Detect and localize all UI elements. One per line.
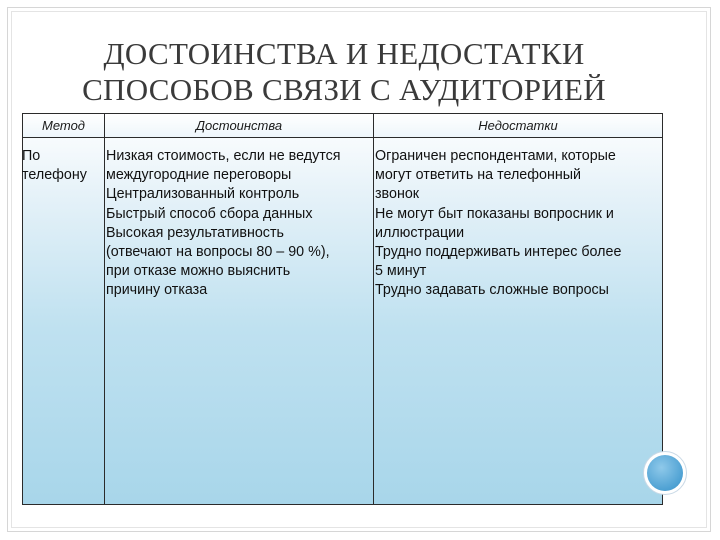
column-divider-1: [104, 114, 105, 504]
disadvantages-line: Трудно поддерживать интерес более: [375, 244, 622, 261]
comparison-table: [22, 113, 663, 505]
table-header-row: [23, 114, 662, 138]
advantages-line: Централизованный контроль: [106, 186, 300, 203]
column-divider-2: [373, 114, 374, 504]
advantages-line: при отказе можно выяснить: [106, 263, 291, 280]
slide-title-line-2: СПОСОБОВ СВЯЗИ С АУДИТОРИЕЙ: [82, 72, 606, 107]
header-method: Метод: [41, 118, 85, 133]
disadvantages-line: могут ответить на телефонный: [375, 167, 582, 184]
advantages-line: междугородние переговоры: [106, 167, 292, 184]
disadvantages-line: Не могут быт показаны вопросник и: [375, 205, 614, 222]
decorative-circle-icon: [643, 451, 687, 495]
advantages-line: (отвечают на вопросы 80 – 90 %),: [106, 244, 330, 261]
header-disadvantages: Недостатки: [478, 118, 558, 133]
advantages-cell: [106, 147, 368, 301]
slide-title: [20, 36, 668, 108]
method-cell: [22, 147, 104, 185]
disadvantages-line: Ограничен респондентами, которые: [375, 148, 616, 164]
advantages-line: Высокая результативность: [106, 224, 284, 241]
decorative-circle-fill: [647, 455, 683, 491]
disadvantages-cell: [375, 147, 661, 301]
disadvantages-line: 5 минут: [375, 263, 427, 280]
method-line: телефону: [22, 167, 87, 184]
disadvantages-line: Трудно задавать сложные вопросы: [375, 282, 609, 299]
slide-title-line-1: ДОСТОИНСТВА И НЕДОСТАТКИ: [103, 36, 585, 71]
header-advantages: Достоинства: [195, 118, 283, 133]
disadvantages-line: звонок: [375, 186, 420, 203]
method-line: По: [22, 148, 41, 164]
advantages-line: Низкая стоимость, если не ведутся: [106, 148, 341, 164]
disadvantages-line: иллюстрации: [375, 224, 465, 241]
advantages-line: причину отказа: [106, 282, 208, 299]
advantages-line: Быстрый способ сбора данных: [106, 205, 313, 222]
